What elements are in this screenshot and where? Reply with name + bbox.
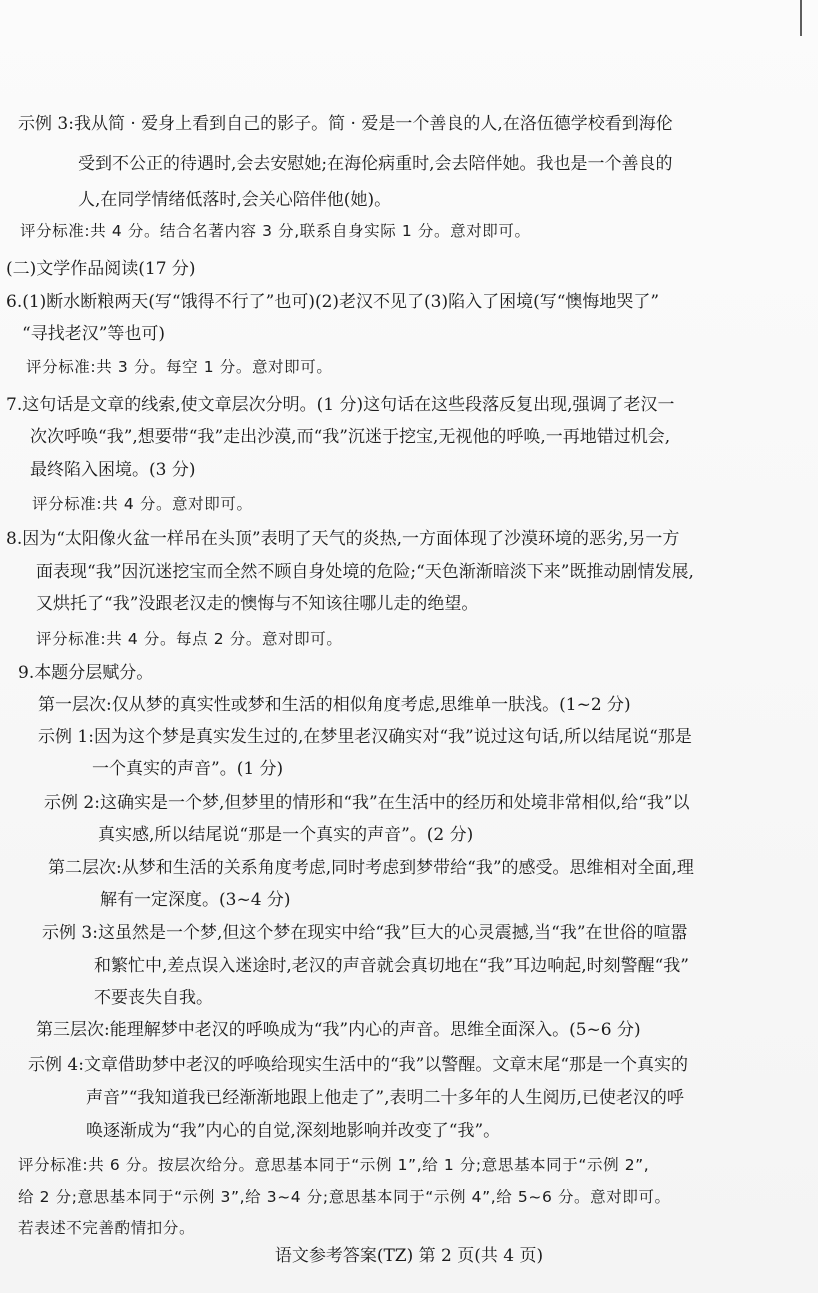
question-9-title: 9.本题分层赋分。 (18, 663, 154, 683)
scoring-standard-9-line-3: 若表述不完善酌情扣分。 (18, 1219, 196, 1237)
level-3-heading: 第三层次:能理解梦中老汉的呼唤成为“我”内心的声音。思维全面深入。(5~6 分) (36, 1020, 641, 1040)
question-8-line-3: 又烘托了“我”没跟老汉走的懊悔与不知该往哪儿走的绝望。 (36, 594, 479, 614)
scan-edge-mark (800, 0, 802, 36)
example-3-line-3: 人,在同学情绪低落时,会关心陪伴他(她)。 (78, 190, 392, 210)
example-3b-line-2: 和繁忙中,差点误入迷途时,老汉的声音就会真切地在“我”耳边响起,时刻警醒“我” (94, 956, 689, 976)
level-2-heading-line-1: 第二层次:从梦和生活的关系角度考虑,同时考虑到梦带给“我”的感受。思维相对全面,理 (48, 858, 694, 878)
example-3b-line-3: 不要丧失自我。 (94, 988, 213, 1008)
example-3b-line-1: 示例 3:这虽然是一个梦,但这个梦在现实中给“我”巨大的心灵震撼,当“我”在世俗的喧嚣 (42, 923, 688, 943)
example-1-line-1: 示例 1:因为这个梦是真实发生过的,在梦里老汉确实对“我”说过这句话,所以结尾说“那是 (38, 727, 692, 747)
example-3-line-2: 受到不公正的待遇时,会去安慰她;在海伦病重时,会去陪伴她。我也是一个善良的 (78, 154, 673, 174)
scoring-standard-9-line-2: 给 2 分;意思基本同于“示例 3”,给 3~4 分;意思基本同于“示例 4”,给 5~6 分。意对即可。 (18, 1188, 671, 1206)
example-3-line-1: 示例 3:我从简 · 爱身上看到自己的影子。简 · 爱是一个善良的人,在洛伍德学校看到海伦 (18, 114, 673, 134)
example-4-line-1: 示例 4:文章借助梦中老汉的呼唤给现实生活中的“我”以警醒。文章末尾“那是一个真实的 (28, 1055, 689, 1075)
question-6-line-2: “寻找老汉”等也可) (22, 324, 166, 344)
scoring-standard-7: 评分标准:共 4 分。意对即可。 (32, 495, 253, 513)
scoring-standard-8: 评分标准:共 4 分。每点 2 分。意对即可。 (36, 630, 343, 648)
example-2-line-1: 示例 2:这确实是一个梦,但梦里的情形和“我”在生活中的经历和处境非常相似,给“我”以 (44, 793, 690, 813)
level-1-heading: 第一层次:仅从梦的真实性或梦和生活的相似角度考虑,思维单一肤浅。(1~2 分) (38, 695, 631, 715)
question-6-line-1: 6.(1)断水断粮两天(写“饿得不行了”也可)(2)老汉不见了(3)陷入了困境(写“懊悔地哭了” (6, 292, 660, 312)
question-7-line-2: 次次呼唤“我”,想要带“我”走出沙漠,而“我”沉迷于挖宝,无视他的呼唤,一再地错过机会, (30, 427, 671, 447)
example-4-line-2: 声音”“我知道我已经渐渐地跟上他走了”,表明二十多年的人生阅历,已使老汉的呼 (86, 1088, 684, 1108)
question-7-line-3: 最终陷入困境。(3 分) (30, 460, 196, 480)
scoring-standard-9-line-1: 评分标准:共 6 分。按层次给分。意思基本同于“示例 1”,给 1 分;意思基本同于“示例 2”, (18, 1156, 650, 1174)
page-footer: 语文参考答案(TZ) 第 2 页(共 4 页) (274, 1246, 544, 1266)
section-heading-literature: (二)文学作品阅读(17 分) (6, 259, 196, 279)
question-7-line-1: 7.这句话是文章的线索,使文章层次分明。(1 分)这句话在这些段落反复出现,强调了老汉一 (6, 395, 675, 415)
level-2-heading-line-2: 解有一定深度。(3~4 分) (100, 890, 291, 910)
scoring-standard-1: 评分标准:共 4 分。结合名著内容 3 分,联系自身实际 1 分。意对即可。 (20, 222, 531, 240)
question-8-line-2: 面表现“我”因沉迷挖宝而全然不顾自身处境的危险;“天色渐渐暗淡下来”既推动剧情发展, (36, 562, 694, 582)
example-1-line-2: 一个真实的声音”。(1 分) (92, 759, 284, 779)
example-2-line-2: 真实感,所以结尾说“那是一个真实的声音”。(2 分) (98, 825, 474, 845)
question-8-line-1: 8.因为“太阳像火盆一样吊在头顶”表明了天气的炎热,一方面体现了沙漠环境的恶劣,另一方 (6, 529, 680, 549)
example-4-line-3: 唤逐渐成为“我”内心的自觉,深刻地影响并改变了“我”。 (86, 1121, 501, 1141)
scoring-standard-6: 评分标准:共 3 分。每空 1 分。意对即可。 (26, 358, 333, 376)
